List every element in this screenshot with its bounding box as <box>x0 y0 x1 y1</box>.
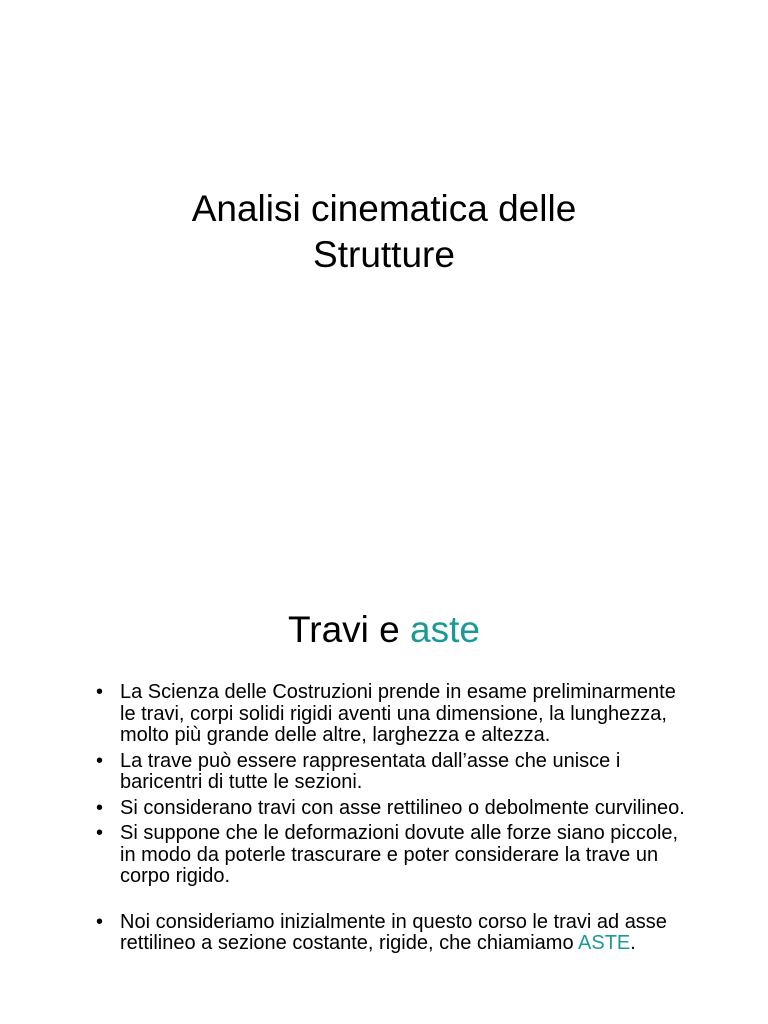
slide-1-title-line-1: Analisi cinematica delle <box>191 188 577 229</box>
slide-2 <box>0 512 768 1024</box>
slide-2-title-accent: aste <box>410 609 480 650</box>
bullet-item <box>96 823 696 888</box>
slide-1-title-line-2: Strutture <box>313 234 455 275</box>
bullet-item <box>96 682 696 747</box>
bullet-dot-icon: • <box>96 822 104 844</box>
bullet-text: La Scienza delle Costruzioni prende in esame preliminarmente le travi, corpi solidi rigidi aventi una dimensione, la lunghezza, molto più grande delle altre, larghezza e altezza. <box>120 681 676 746</box>
bullet-item <box>96 912 696 955</box>
bullet-end: . <box>630 932 636 954</box>
bullet-dot-icon: • <box>96 749 104 772</box>
bullet-text: Si considerano travi con asse rettilineo o debolmente curvilineo. <box>120 796 685 819</box>
slide-2-title-text: Travi e <box>288 609 411 650</box>
slide-2-title <box>0 608 768 652</box>
bullet-dot-icon: • <box>96 681 104 703</box>
bullet-text: Noi consideriamo inizialmente in questo corso le travi ad asse rettilineo a sezione costante, rigide, che chiamiamo <box>120 910 667 954</box>
bullet-list <box>96 682 696 959</box>
slide-1-title <box>0 186 768 278</box>
bullet-dot-icon: • <box>96 796 104 819</box>
bullet-text: La trave può essere rappresentata dall’asse che unisce i baricentri di tutte le sezioni. <box>120 749 621 793</box>
bullet-highlight: ASTE <box>578 932 631 954</box>
bullet-text: Si suppone che le deformazioni dovute alle forze siano piccole, in modo da poterle trascurare e poter considerare la trave un corpo rigido. <box>120 822 679 887</box>
bullet-dot-icon: • <box>96 910 104 933</box>
bullet-item <box>96 798 696 820</box>
bullet-item <box>96 751 696 794</box>
